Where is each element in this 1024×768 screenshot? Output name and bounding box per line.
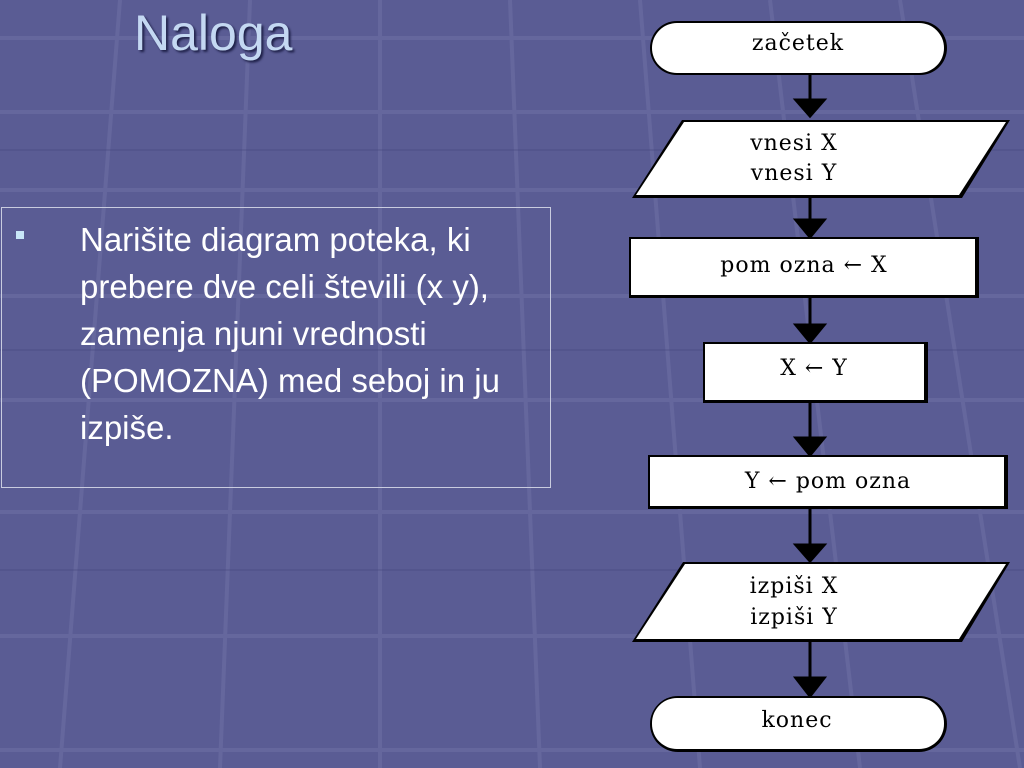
bullet-text: Narišite diagram poteka, ki prebere dve celi števili (x y), zamenja njuni vrednosti (POMOZNA) med seboj in ju izpiše. <box>80 221 500 446</box>
slide-title: Naloga <box>134 5 293 61</box>
end-terminator <box>650 696 947 752</box>
process-1-label: pom ozna ← X <box>720 253 888 278</box>
start-terminator <box>650 21 947 75</box>
process-box-3 <box>648 455 1008 509</box>
process-2-label: X ← Y <box>780 356 848 381</box>
output-line-1: izpiši X <box>749 574 839 599</box>
input-line-1: vnesi X <box>750 131 838 156</box>
process-3-label: Y ← pom ozna <box>744 469 912 494</box>
output-line-2: izpiši Y <box>750 605 838 630</box>
process-box-2 <box>703 342 928 403</box>
input-line-2: vnesi Y <box>750 161 838 186</box>
start-label: začetek <box>751 31 845 56</box>
end-label: konec <box>761 708 833 733</box>
input-parallelogram <box>632 120 1010 198</box>
process-box-1 <box>629 237 979 298</box>
output-parallelogram <box>632 562 1010 642</box>
